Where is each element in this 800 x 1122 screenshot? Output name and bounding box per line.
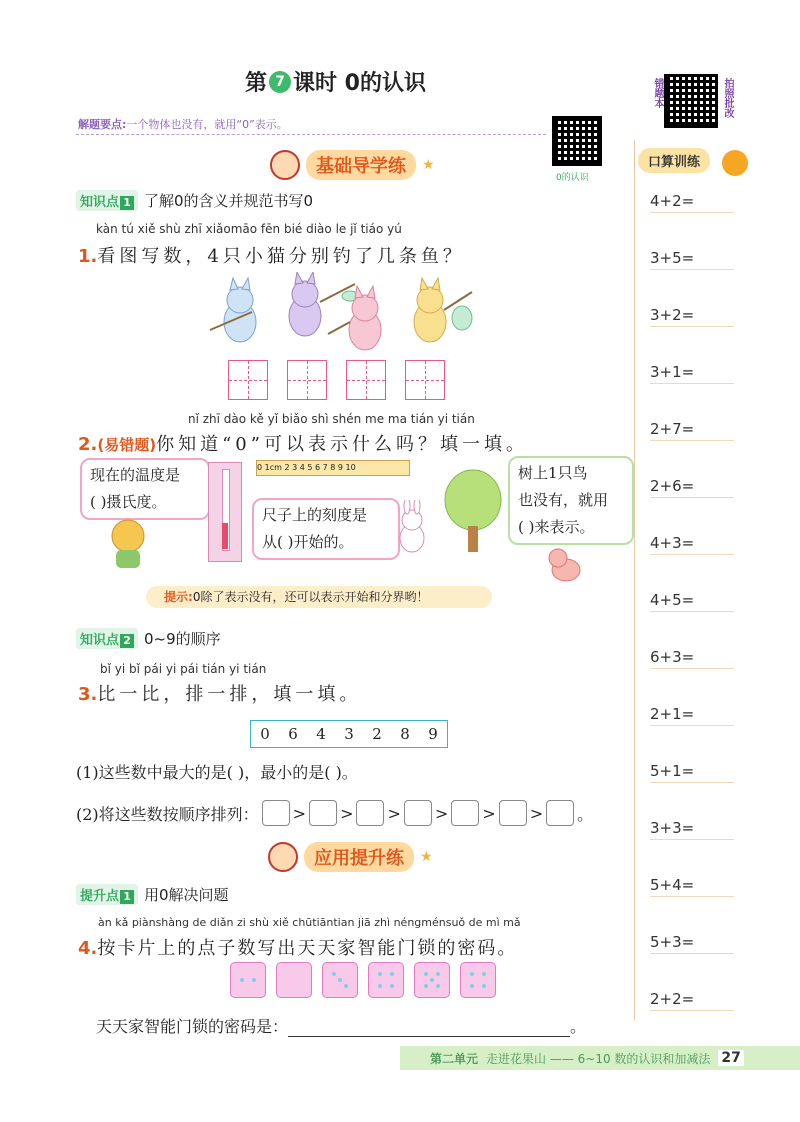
star-icon: ★ bbox=[422, 157, 435, 173]
dot bbox=[378, 972, 382, 976]
kp-text: 用0解决问题 bbox=[144, 886, 229, 904]
order-box[interactable] bbox=[262, 800, 290, 826]
dot bbox=[344, 984, 348, 988]
qr-right-label: 拍照批改 bbox=[722, 78, 733, 118]
dot bbox=[436, 972, 440, 976]
number-sequence-box bbox=[250, 720, 448, 748]
section-banner-apply-label: 应用提升练 bbox=[304, 842, 414, 872]
hint-label: 提示: bbox=[164, 590, 193, 604]
bubble-line: ( )摄氏度。 bbox=[90, 493, 167, 511]
question-text: 你知道“0”可以表示什么吗？填一填。 bbox=[156, 434, 528, 455]
oral-item[interactable]: 4+5= bbox=[650, 591, 734, 612]
order-box[interactable] bbox=[451, 800, 479, 826]
oral-item[interactable]: 3+5= bbox=[650, 249, 734, 270]
answer-label: 天天家智能门锁的密码是： bbox=[96, 1017, 289, 1036]
q2-pinyin: nǐ zhī dào kě yǐ biǎo shì shén me ma tián yi tián bbox=[188, 412, 475, 426]
question-3-sub-1[interactable]: (1)这些数中最大的是( )，最小的是( )。 bbox=[76, 763, 358, 782]
oral-item[interactable]: 3+1= bbox=[650, 363, 734, 384]
dot-card bbox=[368, 962, 404, 998]
hint-text: 0除了表示没有，还可以表示开始和分界哟！ bbox=[192, 590, 429, 604]
cat-icon bbox=[289, 272, 358, 336]
oral-training-title: 口算训练 bbox=[638, 148, 710, 173]
tree-icon bbox=[442, 468, 504, 554]
dot-card bbox=[414, 962, 450, 998]
dot bbox=[482, 972, 486, 976]
cat-icon bbox=[414, 278, 472, 342]
page-footer bbox=[400, 1046, 800, 1070]
oral-item[interactable]: 2+6= bbox=[650, 477, 734, 498]
writing-box[interactable] bbox=[346, 360, 386, 400]
question-number: 1. bbox=[78, 246, 98, 267]
improvement-point-1 bbox=[76, 884, 229, 905]
oral-item[interactable]: 4+2= bbox=[650, 192, 734, 213]
thermometer-icon bbox=[208, 462, 242, 562]
oral-item[interactable]: 5+3= bbox=[650, 933, 734, 954]
kp-text: 0~9的顺序 bbox=[144, 630, 221, 648]
order-box[interactable] bbox=[309, 800, 337, 826]
sequence-number: 4 bbox=[316, 725, 326, 743]
question-3 bbox=[78, 680, 361, 706]
q3-pinyin: bǐ yi bǐ pái yi pái tián yi tián bbox=[100, 662, 267, 676]
question-3-sub-2: (2)将这些数按顺序排列： > > > > > > 。 bbox=[76, 800, 593, 826]
order-box[interactable] bbox=[546, 800, 574, 826]
lesson-number-badge: 7 bbox=[269, 71, 291, 93]
solving-tip bbox=[78, 116, 288, 132]
question-text: 比一比，排一排，填一填。 bbox=[97, 684, 362, 705]
bubble-line: 从( )开始的。 bbox=[262, 533, 354, 551]
title-prefix: 第 bbox=[245, 71, 268, 96]
sub-2-label: (2)将这些数按顺序排列： bbox=[76, 804, 259, 824]
dot bbox=[436, 984, 440, 988]
dot bbox=[378, 984, 382, 988]
hint-bar bbox=[146, 586, 492, 608]
knowledge-point-1 bbox=[76, 190, 313, 211]
unit-name: 走进花果山 —— 6~10 数的认识和加减法 bbox=[486, 1051, 711, 1066]
solving-tip-label: 解题要点: bbox=[78, 118, 127, 131]
error-prone-tag: (易错题) bbox=[97, 436, 157, 454]
oral-item[interactable]: 2+1= bbox=[650, 705, 734, 726]
question-4 bbox=[78, 934, 517, 960]
section-banner-apply bbox=[268, 842, 433, 872]
knowledge-point-2 bbox=[76, 628, 221, 649]
sequence-number: 8 bbox=[400, 725, 410, 743]
title-suffix: 课时 0的认识 bbox=[293, 71, 426, 96]
answer-boxes-q1 bbox=[228, 360, 445, 400]
writing-box[interactable] bbox=[405, 360, 445, 400]
flower-icon bbox=[722, 150, 748, 176]
dot bbox=[430, 978, 434, 982]
bubble-line: ( )来表示。 bbox=[518, 518, 595, 536]
dot-card bbox=[230, 962, 266, 998]
qr-caption: 0的认识 bbox=[556, 173, 589, 183]
page-title bbox=[245, 66, 426, 97]
question-number: 2. bbox=[78, 434, 98, 455]
kp-text: 了解0的含义并规范书写0 bbox=[144, 192, 314, 210]
dot bbox=[424, 972, 428, 976]
dot bbox=[390, 972, 394, 976]
oral-item[interactable]: 5+1= bbox=[650, 762, 734, 783]
oral-item[interactable]: 5+4= bbox=[650, 876, 734, 897]
bubble-line: 树上1只鸟 bbox=[518, 464, 588, 482]
dot bbox=[470, 972, 474, 976]
dot-card bbox=[322, 962, 358, 998]
unit-label: 第二单元 bbox=[430, 1051, 479, 1066]
page-number: 27 bbox=[718, 1050, 743, 1066]
dot-card bbox=[276, 962, 312, 998]
answer-line-q4 bbox=[96, 1014, 586, 1037]
ruler-icon: 0 1cm 2 3 4 5 6 7 8 9 10 bbox=[256, 460, 410, 476]
solving-tip-text: 一个物体也没有，就用“0”表示。 bbox=[126, 118, 288, 131]
dot bbox=[240, 978, 244, 982]
dot bbox=[252, 978, 256, 982]
q1-pinyin: kàn tú xiě shù zhī xiǎomāo fēn bié diào le jǐ tiáo yú bbox=[96, 222, 402, 236]
sequence-number: 9 bbox=[428, 725, 438, 743]
fox-icon bbox=[544, 544, 588, 584]
oral-item[interactable]: 2+7= bbox=[650, 420, 734, 441]
dot bbox=[390, 984, 394, 988]
q4-pinyin: àn kǎ piànshàng de diǎn zi shù xiě chūtiāntian jiā zhì néngménsuǒ de mì mǎ bbox=[98, 916, 521, 929]
order-box[interactable] bbox=[356, 800, 384, 826]
period: 。 bbox=[570, 1017, 587, 1036]
sequence-number: 2 bbox=[372, 725, 382, 743]
dot-card bbox=[460, 962, 496, 998]
oral-item[interactable]: 6+3= bbox=[650, 648, 734, 669]
answer-blank[interactable] bbox=[288, 1018, 570, 1037]
bubble-line: 尺子上的刻度是 bbox=[262, 506, 368, 524]
rabbit-icon bbox=[392, 500, 432, 556]
oral-item[interactable]: 3+2= bbox=[650, 306, 734, 327]
order-box[interactable] bbox=[499, 800, 527, 826]
question-1 bbox=[78, 242, 465, 268]
dot bbox=[470, 984, 474, 988]
oral-item[interactable]: 4+3= bbox=[650, 534, 734, 555]
sequence-number: 6 bbox=[288, 725, 298, 743]
child-mascot-icon bbox=[268, 842, 298, 872]
dot bbox=[338, 978, 342, 982]
section-banner-basic-label: 基础导学练 bbox=[306, 150, 416, 180]
question-2 bbox=[78, 430, 528, 456]
oral-item[interactable]: 3+3= bbox=[650, 819, 734, 840]
dot bbox=[332, 972, 336, 976]
order-box[interactable] bbox=[404, 800, 432, 826]
temperature-bubble bbox=[80, 458, 210, 520]
star-icon: ★ bbox=[420, 849, 433, 865]
kp-tag: 知识点 2 bbox=[76, 628, 138, 649]
cat-icon bbox=[210, 278, 256, 342]
question-text: 看图写数，4只小猫分别钓了几条鱼？ bbox=[97, 246, 465, 267]
writing-box[interactable] bbox=[287, 360, 327, 400]
child-mascot-icon bbox=[270, 150, 300, 180]
dot bbox=[482, 984, 486, 988]
divider bbox=[76, 134, 546, 135]
lion-mascot-icon bbox=[104, 516, 152, 572]
dot bbox=[424, 984, 428, 988]
fishing-cats-illustration bbox=[200, 272, 480, 356]
question-text: 按卡片上的点子数写出天天家智能门锁的密码。 bbox=[97, 938, 518, 959]
question-number: 4. bbox=[78, 938, 98, 959]
kp-tag: 提升点 1 bbox=[76, 884, 138, 905]
writing-box[interactable] bbox=[228, 360, 268, 400]
bubble-line: 现在的温度是 bbox=[90, 466, 181, 484]
kp-tag: 知识点 1 bbox=[76, 190, 138, 211]
bubble-line: 也没有，就用 bbox=[518, 491, 609, 509]
dot-cards bbox=[230, 962, 496, 998]
qr-left-label: 错题本 bbox=[652, 78, 663, 108]
qr-code-lesson[interactable] bbox=[552, 116, 602, 166]
sequence-number: 3 bbox=[344, 725, 354, 743]
question-number: 3. bbox=[78, 684, 98, 705]
section-banner-basic bbox=[270, 150, 435, 180]
qr-code-error-book[interactable] bbox=[664, 74, 718, 128]
tree-bubble bbox=[508, 456, 634, 545]
sequence-number: 0 bbox=[260, 725, 270, 743]
oral-item[interactable]: 2+2= bbox=[650, 990, 734, 1011]
ruler-bubble bbox=[252, 498, 400, 560]
